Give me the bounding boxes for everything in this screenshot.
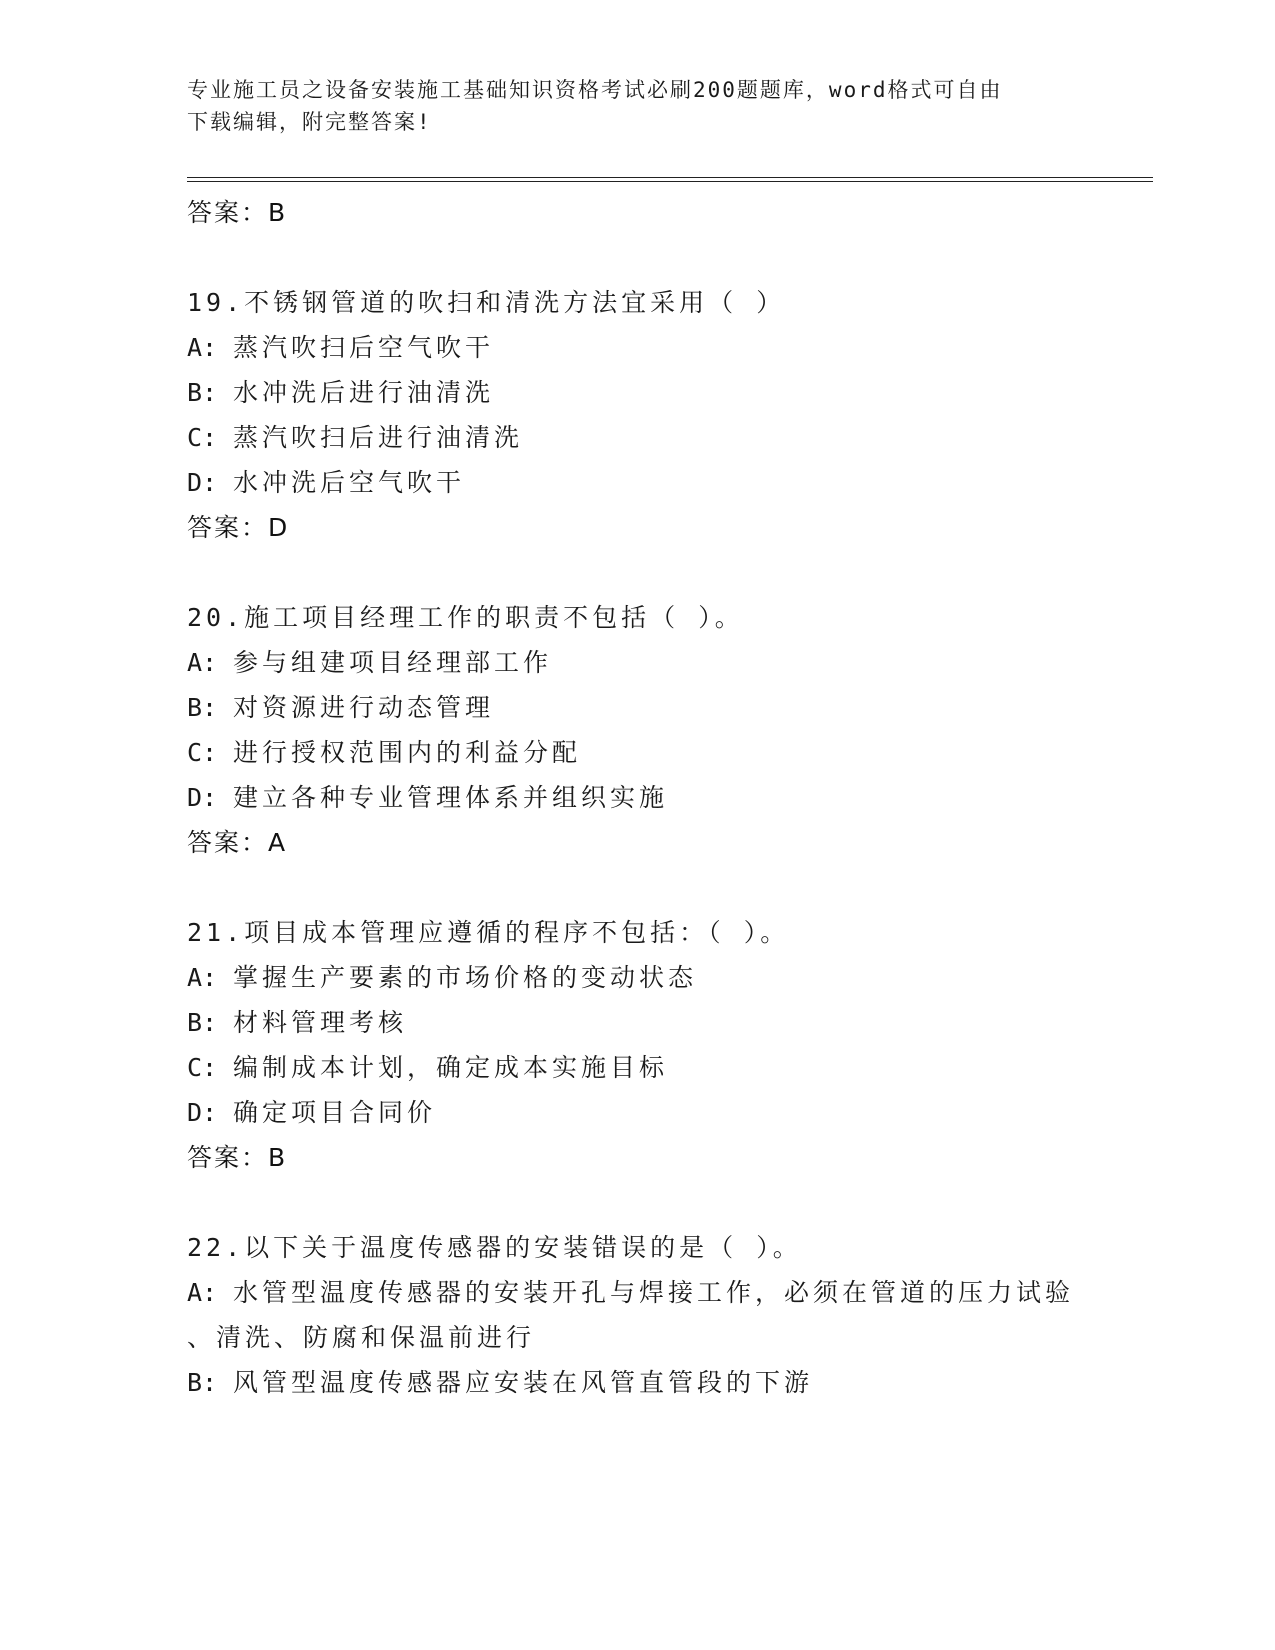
question-stem: 22.以下关于温度传感器的安装错误的是（ ）。 [187, 1233, 802, 1262]
answer-label: 答案：D [187, 513, 290, 542]
document-header [187, 74, 1087, 138]
option-text: 风管型温度传感器应安装在风管直管段的下游 [233, 1368, 814, 1397]
option-key: C: [187, 1053, 218, 1082]
option-text: 水管型温度传感器的安装开孔与焊接工作，必须在管道的压力试验 [233, 1278, 1075, 1307]
option-key: C: [187, 738, 218, 767]
option-key: C: [187, 423, 218, 452]
question-stem: 19.不锈钢管道的吹扫和清洗方法宜采用（ ） [187, 288, 786, 317]
option-text: 掌握生产要素的市场价格的变动状态 [233, 963, 698, 992]
option-key: D: [187, 783, 218, 812]
question-stem: 21.项目成本管理应遵循的程序不包括：（ ）。 [187, 918, 790, 947]
option-d [187, 1090, 1153, 1135]
option-c [187, 730, 1153, 775]
option-key: B: [187, 1008, 218, 1037]
option-text: 蒸汽吹扫后空气吹干 [233, 333, 495, 362]
option-a [187, 640, 1153, 685]
answer-label: 答案：A [187, 828, 288, 857]
option-a-continuation: 、清洗、防腐和保温前进行 [187, 1323, 536, 1352]
option-key: B: [187, 1368, 218, 1397]
option-a [187, 1270, 1153, 1315]
option-text: 材料管理考核 [233, 1008, 408, 1037]
option-text: 蒸汽吹扫后进行油清洗 [233, 423, 524, 452]
option-text: 建立各种专业管理体系并组织实施 [233, 783, 669, 812]
option-key: A: [187, 963, 218, 992]
option-key: B: [187, 378, 218, 407]
option-key: A: [187, 333, 218, 362]
option-b [187, 1360, 1153, 1405]
option-b [187, 685, 1153, 730]
answer-label: 答案：B [187, 1143, 288, 1172]
option-text: 对资源进行动态管理 [233, 693, 495, 722]
header-divider-top [187, 177, 1153, 178]
option-b [187, 370, 1153, 415]
option-d [187, 775, 1153, 820]
option-text: 进行授权范围内的利益分配 [233, 738, 582, 767]
question-21 [187, 910, 1153, 1181]
answer-label: 答案：B [187, 198, 288, 227]
question-22 [187, 1225, 1153, 1405]
header-line-2: 下载编辑，附完整答案! [187, 110, 432, 134]
header-line-1: 专业施工员之设备安装施工基础知识资格考试必刷200题题库，word格式可自由 [187, 78, 1003, 102]
option-text: 水冲洗后空气吹干 [233, 468, 466, 497]
document-body [187, 190, 1153, 1405]
option-key: A: [187, 648, 218, 677]
header-divider-bottom [187, 181, 1153, 182]
option-a [187, 955, 1153, 1000]
question-19 [187, 280, 1153, 551]
question-20 [187, 595, 1153, 866]
option-b [187, 1000, 1153, 1045]
option-text: 水冲洗后进行油清洗 [233, 378, 495, 407]
option-c [187, 1045, 1153, 1090]
question-stem: 20.施工项目经理工作的职责不包括（ ）。 [187, 603, 744, 632]
option-d [187, 460, 1153, 505]
option-text: 编制成本计划，确定成本实施目标 [233, 1053, 669, 1082]
option-a [187, 325, 1153, 370]
option-c [187, 415, 1153, 460]
option-key: A: [187, 1278, 218, 1307]
option-key: B: [187, 693, 218, 722]
option-key: D: [187, 468, 218, 497]
option-text: 参与组建项目经理部工作 [233, 648, 553, 677]
option-key: D: [187, 1098, 218, 1127]
option-text: 确定项目合同价 [233, 1098, 437, 1127]
